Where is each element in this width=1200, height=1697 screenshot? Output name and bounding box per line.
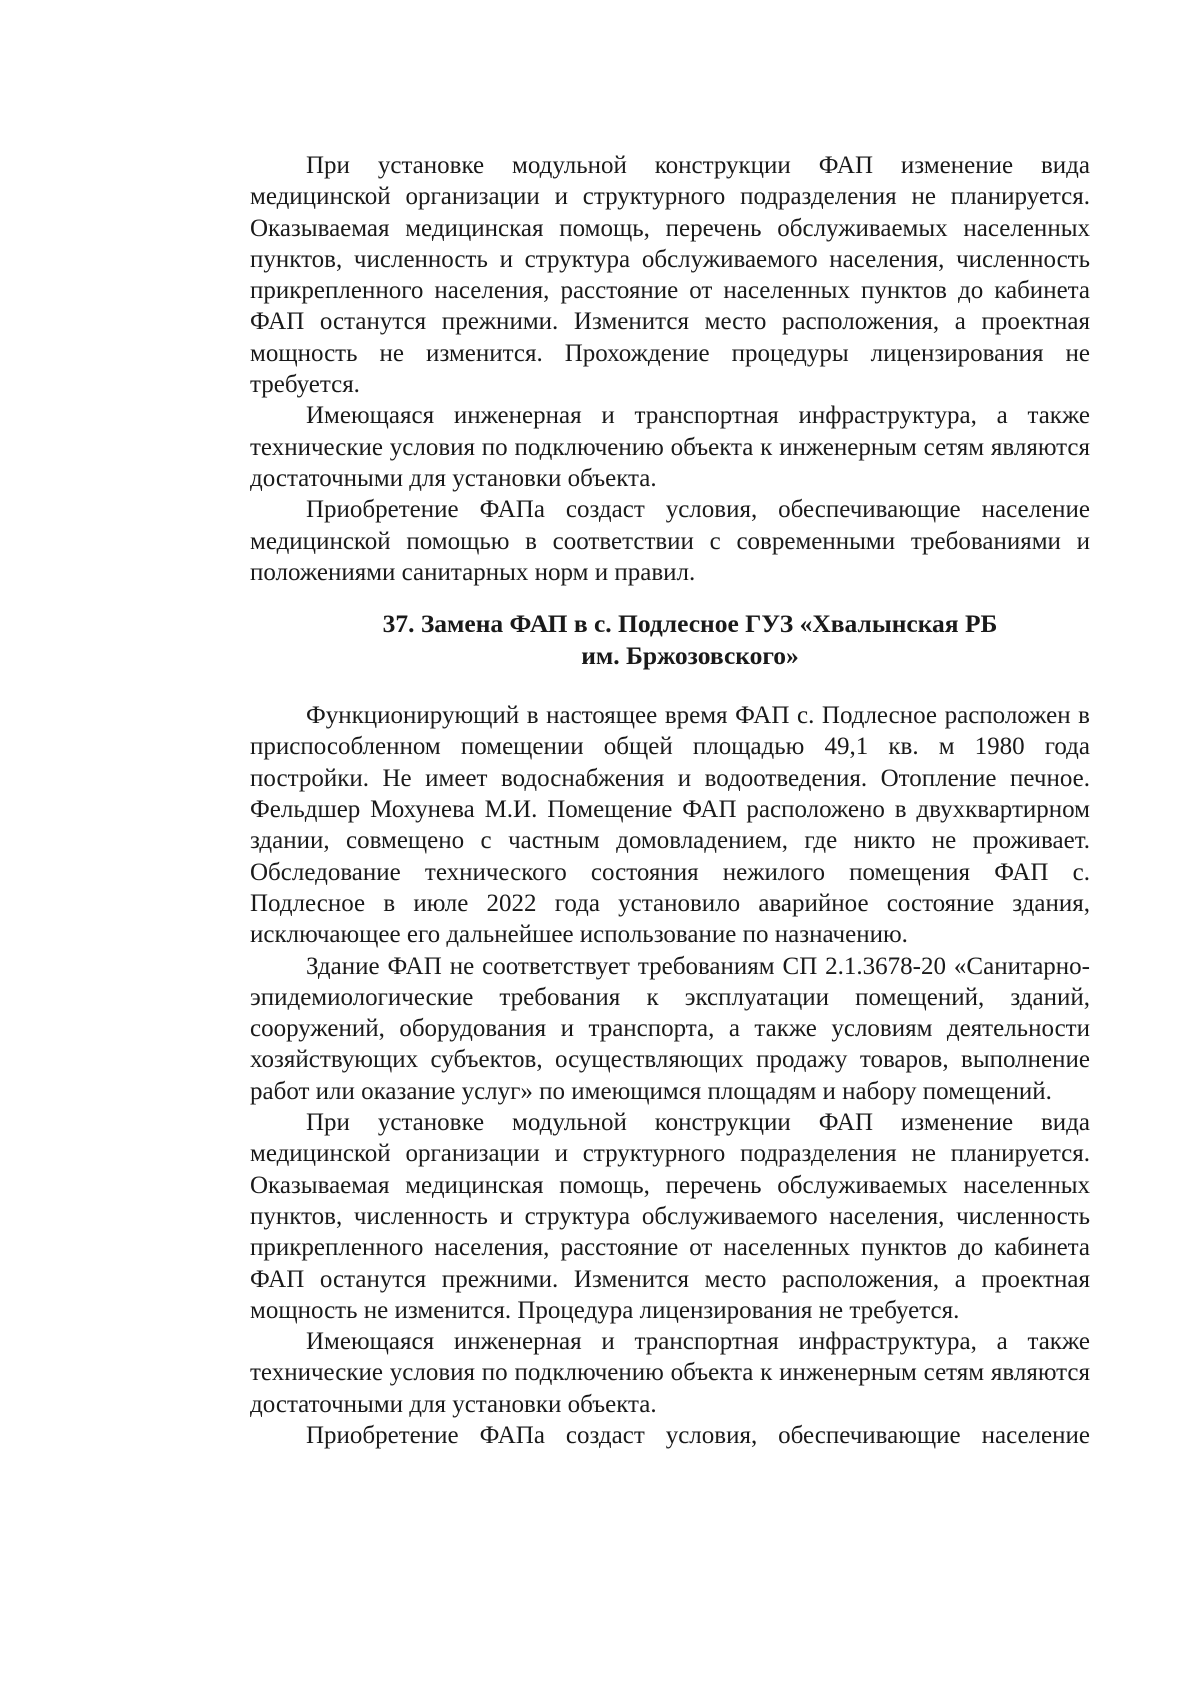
section-heading [250,608,1090,672]
paragraph-sanitary-requirements: Здание ФАП не соответствует требованиям СП 2.1.3678-20 «Санитарно-эпидемиологические требования к эксплуатации помещений, зданий, сооружений, оборудования и транспорта, а также условиям деятельности хозяйствующих субъектов, осуществляющих продажу товаров, выполнение работ или оказание услуг» по имеющимся площадям и набору помещений. [250,952,1090,1105]
document-body [250,150,1090,1451]
paragraph-infrastructure: Имеющаяся инженерная и транспортная инфраструктура, а также технические условия по подключению объекта к инженерным сетям являются достаточными для установки объекта. [250,402,1090,492]
paragraph-current-fap: Функционирующий в настоящее время ФАП с. Подлесное расположен в приспособленном помещении общей площадью 49,1 кв. м 1980 года постройки. Не имеет водоснабжения и водоотведения. Отопление печное. Фельдшер Мохунева М.И. Помещение ФАП расположено в двухквартирном здании, совмещено с частным домовладением, где никто не проживает. Обследование технического состояния нежилого помещения ФАП с. Подлесное в июле 2022 года установило аварийное состояние здания, исключающее его дальнейшее использование по назначению. [250,702,1090,949]
paragraph-acquisition: Приобретение ФАПа создаст условия, обеспечивающие население медицинской помощью в соответствии с современными требованиями и положениями санитарных норм и правил. [250,496,1090,586]
section-heading-line-2: им. Бржозовского» [581,641,799,671]
paragraph-infrastructure-2: Имеющаяся инженерная и транспортная инфраструктура, а также технические условия по подключению объекта к инженерным сетям являются достаточными для установки объекта. [250,1328,1090,1418]
paragraph-modular-installation: При установке модульной конструкции ФАП изменение вида медицинской организации и структурного подразделения не планируется. Оказываемая медицинская помощь, перечень обслуживаемых населенных пунктов, численность и структура обслуживаемого населения, численность прикрепленного населения, расстояние от населенных пунктов до кабинета ФАП останутся прежними. Изменится место расположения, а проектная мощность не изменится. Прохождение процедуры лицензирования не требуется. [250,152,1090,399]
section-heading-line-1: 37. Замена ФАП в с. Подлесное ГУЗ «Хвалынская РБ [382,609,998,639]
paragraph-modular-installation-2: При установке модульной конструкции ФАП изменение вида медицинской организации и структурного подразделения не планируется. Оказываемая медицинская помощь, перечень обслуживаемых населенных пунктов, численность и структура обслуживаемого населения, численность прикрепленного населения, расстояние от населенных пунктов до кабинета ФАП останутся прежними. Изменится место расположения, а проектная мощность не изменится. Процедура лицензирования не требуется. [250,1109,1090,1324]
paragraph-acquisition-2: Приобретение ФАПа создаст условия, обеспечивающие население [306,1421,1090,1449]
